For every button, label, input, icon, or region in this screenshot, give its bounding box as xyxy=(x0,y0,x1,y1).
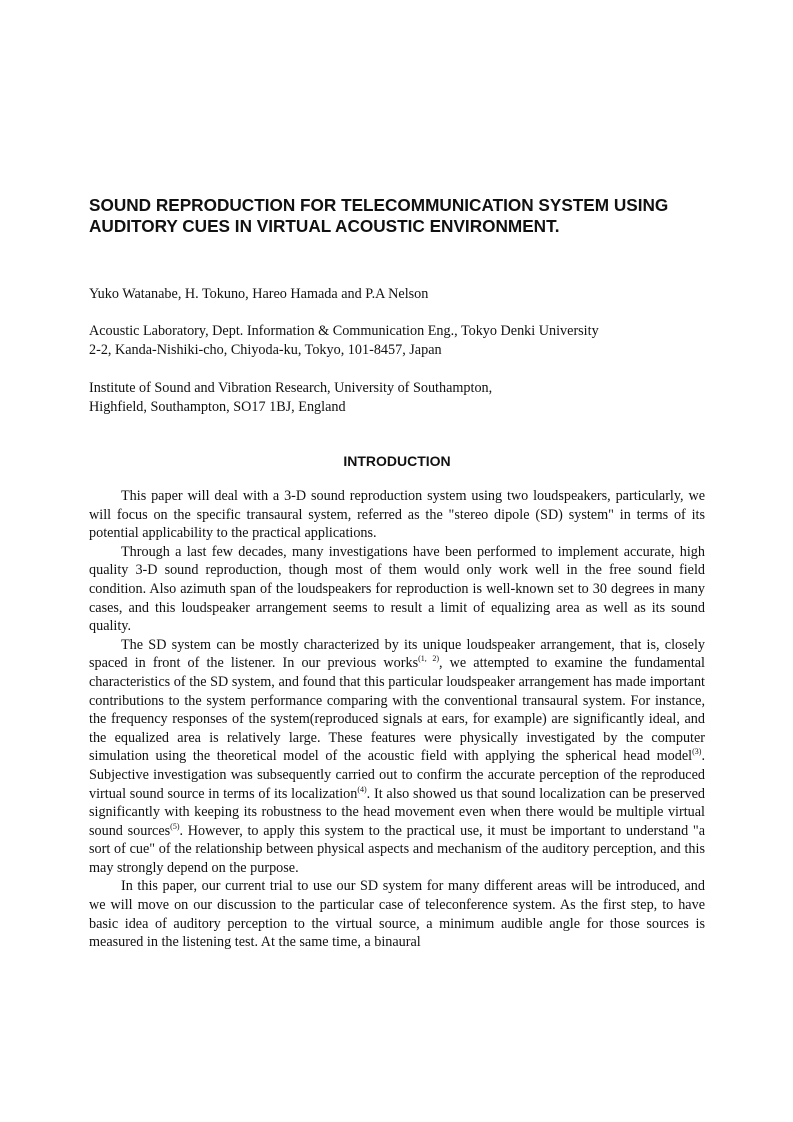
introduction-body xyxy=(89,487,705,952)
citation-4: (4) xyxy=(357,784,367,794)
author-list: Yuko Watanabe, H. Tokuno, Hareo Hamada and P.A Nelson xyxy=(89,286,429,302)
paragraph-3-text-2: , we attempted to examine the fundamental characteristics of the SD system, and found that this particular loudspeaker arrangement has made important contributions to the system performance comparing with the conventional transaural system. For instance, the frequency responses of the system(reproduced signals at ears, for example) are significantly ideal, and the equalized area is relatively large. These features were physically investigated by the computer simulation using the theoretical model of the acoustic field with applying the spherical head model xyxy=(89,655,705,765)
citation-3: (3) xyxy=(692,747,702,757)
paragraph-3-text-3: . Subjective investigation was subsequently carried out to confirm the accurate perception of the reproduced virtual sound source in terms of its localization xyxy=(89,748,705,802)
citation-1-2: (1, 2) xyxy=(418,654,439,664)
affiliation-1-line-2: 2-2, Kanda-Nishiki-cho, Chiyoda-ku, Tokyo, 101-8457, Japan xyxy=(89,342,442,358)
paragraph-3-text-5: . However, to apply this system to the practical use, it must be important to understand "a sort of cue" of the relationship between physical aspects and mechanism of the auditory perception, and this may strongly depend on the purpose. xyxy=(89,822,705,876)
paragraph-3-text-4: . It also showed us that sound localization can be preserved significantly with keeping its robustness to the head movement even when there would be multiple virtual sound sources xyxy=(89,785,705,839)
paragraph-1: This paper will deal with a 3-D sound reproduction system using two loudspeakers, particularly, we will focus on the specific transaural system, referred as the "stereo dipole (SD) system" in terms of its potential applicability to the practical applications. xyxy=(89,488,705,542)
affiliation-2-line-1: Institute of Sound and Vibration Research, University of Southampton, xyxy=(89,380,493,396)
paragraph-3-text-1: The SD system can be mostly characterized by its unique loudspeaker arrangement, that is, closely spaced in front of the listener. In our previous works xyxy=(89,636,705,672)
affiliation-1-line-1: Acoustic Laboratory, Dept. Information & Communication Eng., Tokyo Denki University xyxy=(89,323,599,339)
section-heading: INTRODUCTION xyxy=(343,453,451,469)
citation-5: (5) xyxy=(170,821,180,831)
paragraph-4: In this paper, our current trial to use our SD system for many different areas will be introduced, and we will move on our discussion to the particular case of teleconference system. As the first step, to have basic idea of auditory perception to the virtual source, a minimum audible angle for those sources is measured in the listening test. At the same time, a binaural xyxy=(89,878,705,951)
affiliation-2-line-2: Highfield, Southampton, SO17 1BJ, England xyxy=(89,399,346,415)
paragraph-2: Through a last few decades, many investigations have been performed to implement accurate, high quality 3-D sound reproduction, though most of them would only work well in the free sound field condition. Also azimuth span of the loudspeakers for reproduction is well-known set to 30 degrees in many cases, and this loudspeaker arrangement seems to result a limit of equalizing area as well as its sound quality. xyxy=(89,543,705,635)
paper-title: SOUND REPRODUCTION FOR TELECOMMUNICATION SYSTEM USING AUDITORY CUES IN VIRTUAL ACOUSTIC ENVIRONMENT. xyxy=(89,195,669,236)
paragraph-3 xyxy=(89,636,705,878)
